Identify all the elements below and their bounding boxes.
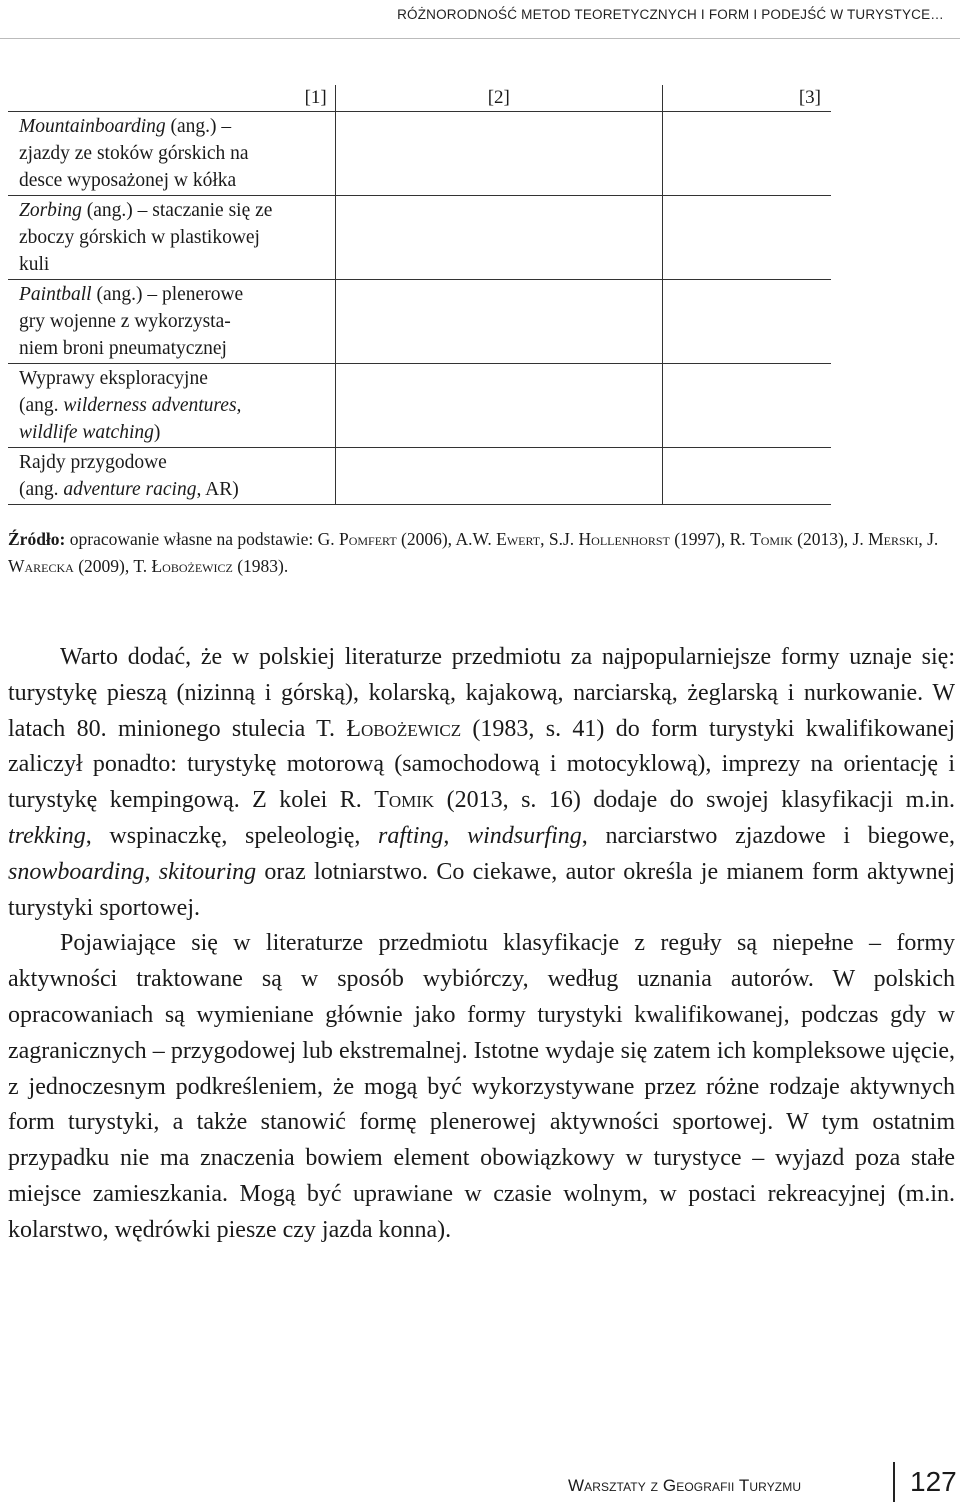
cell-text: (ang.) – plenerowe <box>91 284 244 305</box>
paragraph-text: , <box>443 822 468 849</box>
paragraph-text: (1983, s. 41) do form turystyki kwalifikowanej zaliczył ponadto: turystykę motorową (samochodową i motocyklową), imprezy na orientację i turystykę kempingową. Z kolei R. <box>8 715 955 814</box>
cell-text: (ang. <box>19 479 64 500</box>
author-name: Ewert <box>496 529 541 549</box>
source-text: (1983). <box>232 556 289 576</box>
source-text: (1997), R. <box>669 529 751 549</box>
empty-cell <box>335 112 662 196</box>
author-name: Łobożewicz <box>151 556 233 576</box>
foreign-term: Zorbing <box>19 200 82 221</box>
empty-cell <box>662 280 831 364</box>
source-text: (2013), J. <box>792 529 869 549</box>
table-header-row <box>8 85 831 112</box>
table-row <box>8 364 831 448</box>
foreign-term: adventure racing <box>63 479 197 500</box>
foreign-term: Paintball <box>19 284 92 305</box>
table-source-note <box>8 526 956 580</box>
cell-text: (ang. <box>19 395 64 416</box>
cell-text: (ang.) – <box>165 116 232 137</box>
source-text: , J. <box>918 529 939 549</box>
table-row <box>8 280 831 364</box>
foreign-term: wildlife watching <box>19 422 154 443</box>
cell-text: (ang.) – staczanie się ze <box>81 200 273 221</box>
cell-text: niem broni pneumatycznej <box>19 338 227 359</box>
activity-cell <box>8 280 335 364</box>
author-name: Pomfert <box>338 529 397 549</box>
table-row <box>8 112 831 196</box>
foreign-term: skitouring <box>158 858 257 885</box>
cell-text: zjazdy ze stoków górskich na <box>19 143 249 164</box>
column-header-2: [2] <box>335 85 662 112</box>
running-title: RÓŻNORODNOŚĆ METOD TEORETYCZNYCH I FORM I PODEJŚĆ W TURYSTYCE… <box>397 7 944 22</box>
cell-text: Rajdy przygodowe <box>19 452 167 473</box>
cell-text: gry wojenne z wykorzysta- <box>19 311 231 332</box>
empty-cell <box>335 280 662 364</box>
cell-text: zboczy górskich w plastikowej <box>19 227 260 248</box>
paragraph-text: , <box>144 858 159 885</box>
table-row <box>8 196 831 280</box>
paragraph-2: Pojawiające się w literaturze przedmiotu klasyfikacje z reguły są niepełne – formy aktywności traktowane są w sposób wybiórczy, według uznania autorów. W polskich opracowaniach są wymieniane głównie jako formy turystyki kwalifikowanej, podczas gdy w zagranicznych – przygodowej lub ekstremalnej. Istotne wydaje się zatem ich kompleksowe ujęcie, z jednoczesnym podkreśleniem, że mogą być wykorzystywane przez różne rodzaje aktywnych form turystyki, a także stanowić formę plenerowej aktywności sportowej. W tym ostatnim przypadku nie ma znaczenia bowiem element obowiązkowy w turystyce – wyjazd poza stałe miejsce zamieszkania. Mogą być uprawiane w czasie wolnym, w postaci rekreacyjnej (m.in. kolarstwo, wędrówki piesze czy jazda konna). <box>8 930 955 1243</box>
table-row <box>8 448 831 505</box>
author-name: Tomik <box>374 787 435 814</box>
paragraph-text: Warto dodać, że w polskiej literaturze przedmiotu za najpopularniejsze formy uznaje się: turystykę pieszą (nizinną i górską), kolarską, kajakową, narciarską, żeglarską i nurkowanie. W latach 80. minionego stulecia T. <box>8 644 955 742</box>
paragraph-text: , wspinaczkę, speleologię, <box>85 822 379 849</box>
author-name: Merski <box>868 529 919 549</box>
paragraph-text: (2013, s. 16) dodaje do swojej klasyfikacji m.in. <box>434 787 955 814</box>
activity-cell <box>8 196 335 280</box>
foreign-term: trekking <box>8 822 86 849</box>
column-header-3: [3] <box>662 85 831 112</box>
foreign-term: rafting <box>378 822 444 849</box>
running-header <box>0 0 960 39</box>
empty-cell <box>662 448 831 505</box>
empty-cell <box>662 364 831 448</box>
foreign-term: windsurfing <box>467 822 582 849</box>
body-text <box>8 640 955 1249</box>
foreign-term: snowboarding <box>8 858 145 885</box>
paragraph-1 <box>8 640 955 926</box>
source-text: , S.J. <box>540 529 579 549</box>
cell-text: , AR) <box>196 479 239 500</box>
foreign-term: wilderness adventures, <box>63 395 242 416</box>
paragraph-text: oraz lotniarstwo. Co ciekawe, autor określa je mianem form aktywnej turystyki sportowej. <box>8 858 955 921</box>
paragraph-text: , narciarstwo zjazdowe i biegowe, <box>581 822 956 849</box>
empty-cell <box>662 196 831 280</box>
activity-cell <box>8 112 335 196</box>
activity-cell <box>8 448 335 505</box>
activity-table <box>8 85 831 505</box>
cell-text: kuli <box>19 254 50 275</box>
author-name: Tomik <box>750 529 793 549</box>
foreign-term: Mountainboarding <box>19 116 166 137</box>
cell-text: Wyprawy eksploracyjne <box>19 368 208 389</box>
empty-cell <box>335 448 662 505</box>
source-text: (2006), A.W. <box>396 529 497 549</box>
empty-cell <box>335 196 662 280</box>
source-label: Źródło: <box>8 529 66 549</box>
journal-title: Warsztaty z Geografii Turyzmu <box>568 1476 802 1495</box>
activity-cell <box>8 364 335 448</box>
footer-divider <box>893 1462 895 1502</box>
page-number: 127 <box>910 1466 957 1497</box>
column-header-1: [1] <box>8 85 335 112</box>
author-name: Warecka <box>8 556 74 576</box>
author-name: Hollenhorst <box>578 529 670 549</box>
empty-cell <box>335 364 662 448</box>
cell-text: ) <box>153 422 161 443</box>
author-name: Łobożewicz <box>346 715 462 742</box>
empty-cell <box>662 112 831 196</box>
cell-text: desce wyposażonej w kółka <box>19 170 237 191</box>
source-text: opracowanie własne na podstawie: G. <box>65 529 339 549</box>
source-text: (2009), T. <box>73 556 152 576</box>
